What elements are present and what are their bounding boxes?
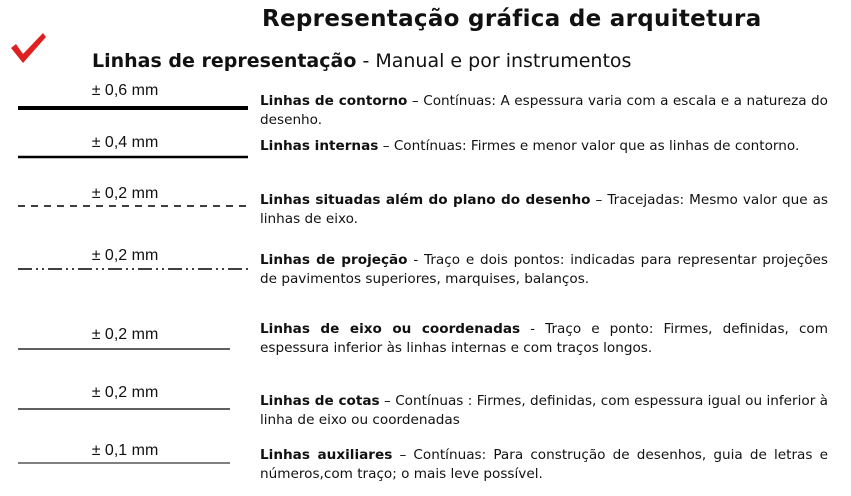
line-sample-dashed	[0, 201, 260, 211]
line-description	[260, 320, 828, 358]
line-size-label: ± 0,6 mm	[91, 82, 159, 99]
subtitle-rest: - Manual e por instrumentos	[356, 50, 632, 72]
line-sample-thin	[0, 344, 260, 354]
line-sample-thin	[0, 404, 260, 414]
line-size-label: ± 0,4 mm	[91, 134, 159, 151]
line-size-label: ± 0,1 mm	[91, 442, 159, 459]
line-name: Linhas internas	[260, 138, 379, 154]
line-text: – Contínuas : Firmes, definidas, com espessura igual ou inferior à linha de eixo ou coordenadas	[260, 393, 828, 428]
line-sample-medium	[0, 152, 260, 162]
line-name: Linhas de contorno	[260, 93, 408, 109]
line-description	[260, 446, 828, 484]
subtitle	[92, 50, 631, 72]
line-name: Linhas situadas além do plano do desenho	[260, 192, 591, 208]
line-name: Linhas de cotas	[260, 393, 380, 409]
line-name: Linhas auxiliares	[260, 447, 393, 463]
line-text: – Contínuas: A espessura varia com a escala e a natureza do desenho.	[260, 93, 829, 128]
line-description	[260, 392, 828, 430]
line-size-label: ± 0,2 mm	[91, 185, 159, 202]
checkmark-icon	[8, 30, 48, 66]
line-name: Linhas de eixo ou coordenadas	[260, 321, 521, 337]
subtitle-bold: Linhas de representação	[92, 50, 357, 72]
line-description	[260, 191, 828, 229]
line-sample-thick	[0, 103, 260, 113]
line-size-label: ± 0,2 mm	[91, 247, 159, 264]
line-size-label: ± 0,2 mm	[91, 384, 159, 401]
line-name: Linhas de projeção	[260, 252, 408, 268]
page-title: Representação gráfica de arquitetura	[262, 6, 762, 32]
line-description	[260, 251, 828, 289]
line-sample-dash-two-dots	[0, 264, 260, 274]
line-text: - Traço e dois pontos: indicadas para representar projeções de pavimentos superiores, marquises, balanços.	[260, 252, 828, 287]
line-text: - Traço e ponto: Firmes, definidas, com espessura inferior às linhas internas e com traços longos.	[260, 321, 828, 356]
line-description	[260, 92, 828, 130]
line-text: – Contínuas: Para construção de desenhos, guia de letras e números,com traço; o mais leve possível.	[260, 447, 828, 482]
line-text: – Contínuas: Firmes e menor valor que as linhas de contorno.	[378, 138, 800, 154]
checkmark-icon-shape	[11, 33, 46, 63]
line-size-label: ± 0,2 mm	[91, 326, 159, 343]
line-text: – Tracejadas: Mesmo valor que as linhas de eixo.	[260, 192, 828, 227]
line-description	[260, 137, 828, 156]
line-sample-thinnest	[0, 458, 260, 468]
